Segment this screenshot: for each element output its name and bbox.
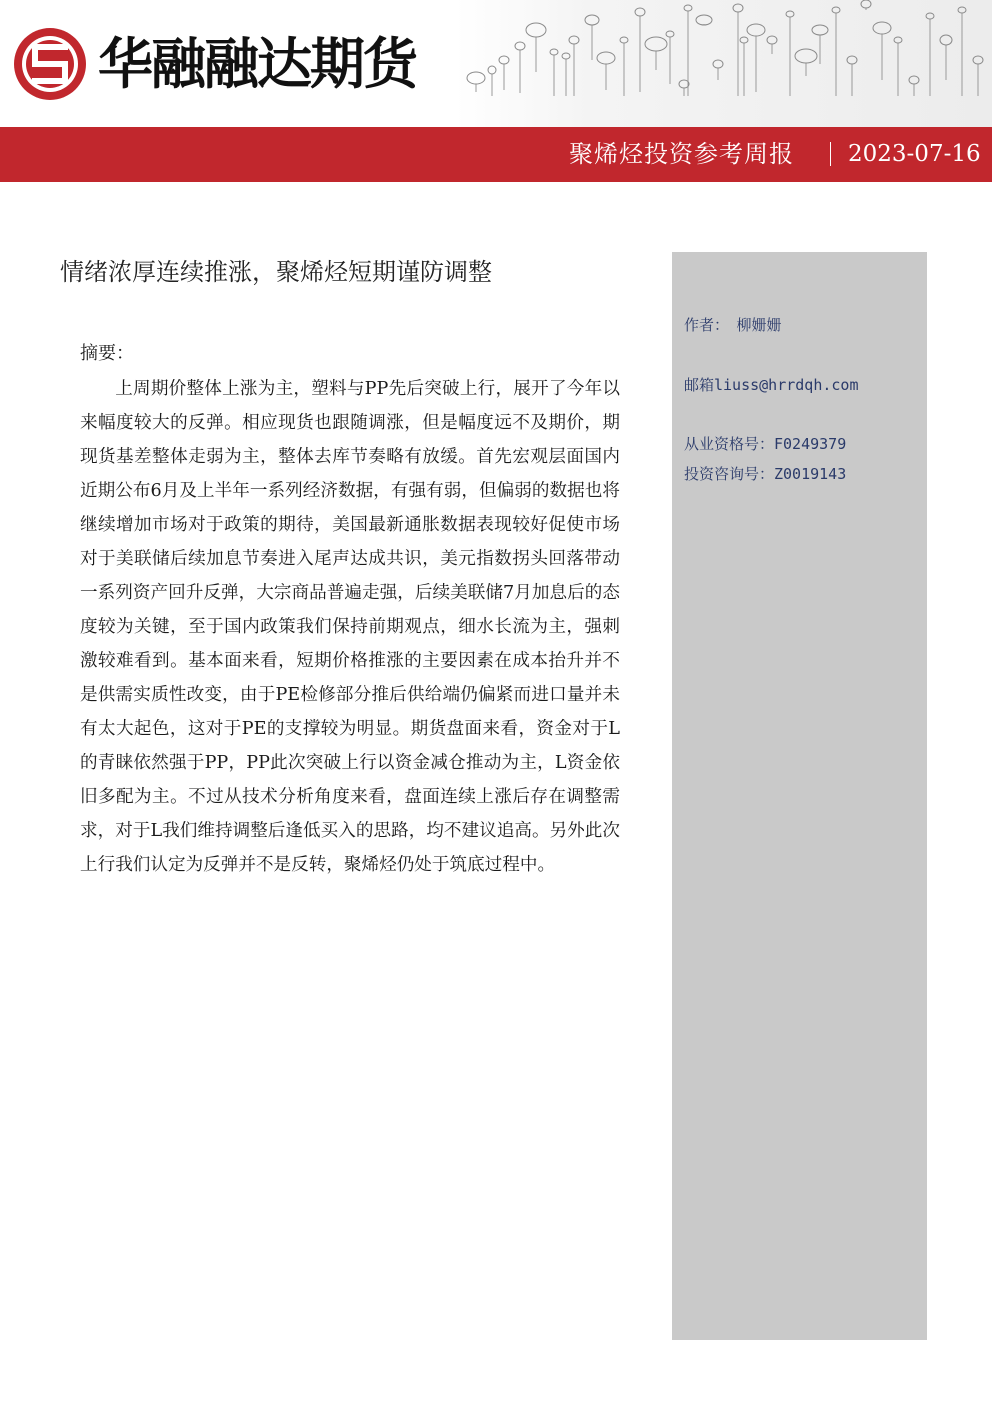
brand-name: 华融融达期货 [98,32,417,96]
author-sidebar [672,252,927,1340]
company-logo-icon [12,26,88,102]
consult-line: 投资咨询号：Z0019143 [684,465,847,483]
abstract-label: 摘要： [80,343,134,364]
qualification-line: 从业资格号：F0249379 [684,435,847,453]
report-banner [0,127,992,182]
banner-divider [830,142,831,166]
report-name: 聚烯烃投资参考周报 [569,140,794,168]
report-date: 2023-07-16 [848,141,981,167]
document-title: 情绪浓厚连续推涨，聚烯烃短期谨防调整 [60,258,492,286]
decorative-lines-graphic [456,0,992,127]
author-line: 作者： 柳姗姗 [684,316,782,334]
email-line: 邮箱liuss@hrrdqh.com [684,376,859,394]
abstract-text: 上周期价整体上涨为主，塑料与PP先后突破上行，展开了今年以来幅度较大的反弹。相应现货也跟随调涨，但是幅度远不及期价，期现货基差整体走弱为主，整体去库节奏略有放缓。首先宏观层面国内近期公布6月及上半年一系列经济数据，有强有弱，但偏弱的数据也将继续增加市场对于政策的期待，美国最新通胀数据表现较好促使市场对于美联储后续加息节奏进入尾声达成共识，美元指数拐头回落带动一系列资产回升反弹，大宗商品普遍走强，后续美联储7月加息后的态度较为关键，至于国内政策我们保持前期观点，细水长流为主，强刺激较难看到。基本面来看，短期价格推涨的主要因素在成本抬升并不是供需实质性改变，由于PE检修部分推后供给端仍偏紧而进口量并未有太大起色，这对于PE的支撑较为明显。期货盘面来看，资金对于L的青睐依然强于PP，PP此次突破上行以资金减仓推动为主，L资金依旧多配为主。不过从技术分析角度来看，盘面连续上涨后存在调整需求，对于L我们维持调整后逢低买入的思路，均不建议追高。另外此次上行我们认定为反弹并不是反转，聚烯烃仍处于筑底过程中。 [80,379,620,875]
report-header [0,0,992,127]
